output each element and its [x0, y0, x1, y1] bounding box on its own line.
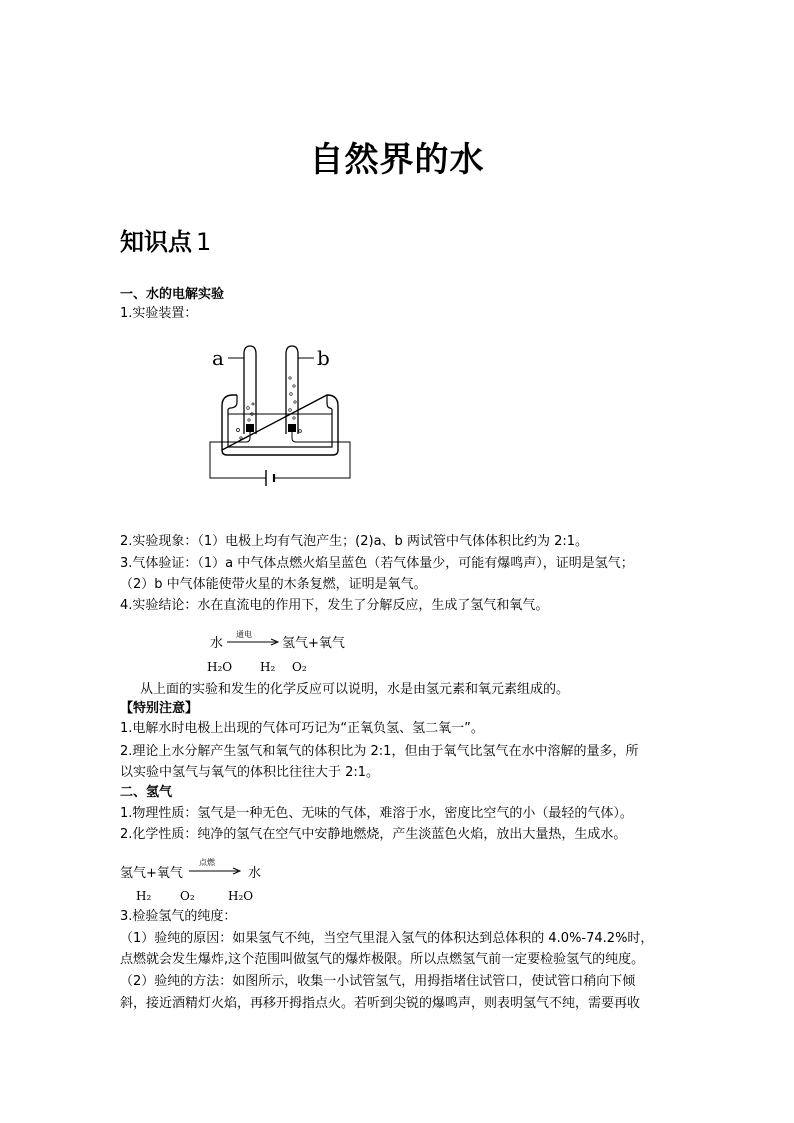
note-2-line-1: 2.理论上水分解产生氢气和氧气的体积比为 2:1，但由于氧气比氢气在水中溶解的量多，所: [120, 744, 639, 759]
electrolysis-apparatus-diagram: [200, 338, 360, 493]
diagram-label-a: a: [212, 346, 224, 370]
knowledge-point-number: 1: [196, 228, 212, 256]
equation1-formula-o2: O₂: [292, 660, 307, 674]
equation2-reactants: 氢气+氧气: [120, 866, 183, 881]
equation1-arrow: [226, 638, 280, 646]
purity-reason-line-1: （1）验纯的原因：如果氢气不纯，当空气里混入氢气的体积达到总体积的 4.0%-74.2%时，: [120, 931, 654, 946]
gas-verification-2: （2）b 中气体能使带火星的木条复燃，证明是氧气。: [120, 577, 427, 592]
purity-method-line-1: （2）验纯的方法：如图所示，收集一小试管氢气，用拇指堵住试管口，使试管口稍向下倾: [120, 974, 636, 989]
equation1-condition: 通电: [236, 630, 252, 639]
hydrogen-physical-properties: 1.物理性质：氢气是一种无色、无味的气体，难溶于水，密度比空气的小（最轻的气体）。: [120, 806, 633, 821]
diagram-label-b: b: [317, 346, 330, 370]
note-2-line-2: 以实验中氢气与氧气的体积比往往大于 2:1。: [120, 765, 380, 780]
equation1-reactant: 水: [210, 636, 224, 651]
equation2-formula-h2: H₂: [136, 889, 152, 903]
equation1-formula-water: H₂O: [207, 660, 233, 674]
section2-heading: 二、氢气: [120, 785, 173, 800]
experiment-conclusion: 4.实验结论：水在直流电的作用下，发生了分解反应，生成了氢气和氧气。: [120, 598, 549, 613]
notes-heading: 【特别注意】: [120, 701, 199, 716]
page-title: 自然界的水: [309, 140, 485, 180]
equation2-formula-water: H₂O: [228, 889, 254, 903]
purity-heading: 3.检验氢气的纯度：: [120, 909, 237, 924]
section1-summary: 从上面的实验和发生的化学反应可以说明，水是由氢元素和氧元素组成的。: [140, 682, 570, 697]
hydrogen-chemical-properties: 2.化学性质：纯净的氢气在空气中安静地燃烧，产生淡蓝色火焰，放出大量热，生成水。: [120, 827, 627, 842]
gas-verification-1: 3.气体验证：（1）a 中气体点燃火焰呈蓝色（若气体量少，可能有爆鸣声），证明是氢气；: [120, 556, 634, 571]
purity-method-line-2: 斜，接近酒精灯火焰，再移开拇指点火。若听到尖锐的爆鸣声，则表明氢气不纯，需要再收: [120, 996, 641, 1011]
note-1: 1.电解水时电极上出现的气体可巧记为“正氧负氢、氢二氧一”。: [120, 721, 484, 736]
knowledge-point-label: 知识点: [120, 228, 192, 256]
equation2-product: 水: [248, 866, 262, 881]
experiment-phenomenon: 2.实验现象：（1）电极上均有气泡产生；(2)a、b 两试管中气体体积比约为 2:1。: [120, 534, 588, 549]
purity-reason-line-2: 点燃就会发生爆炸,这个范围叫做氢气的爆炸极限。所以点燃氢气前一定要检验氢气的纯度。: [120, 952, 645, 967]
knowledge-point-heading: [120, 222, 211, 257]
equation2-condition: 点燃: [199, 858, 215, 867]
section1-heading: 一、水的电解实验: [120, 287, 225, 302]
equation2-arrow: [188, 867, 242, 875]
apparatus-label: 1.实验装置：: [120, 306, 198, 321]
equation2-formula-o2: O₂: [180, 889, 195, 903]
equation1-products: 氢气+氧气: [282, 636, 345, 651]
equation1-formula-h2: H₂: [260, 660, 276, 674]
